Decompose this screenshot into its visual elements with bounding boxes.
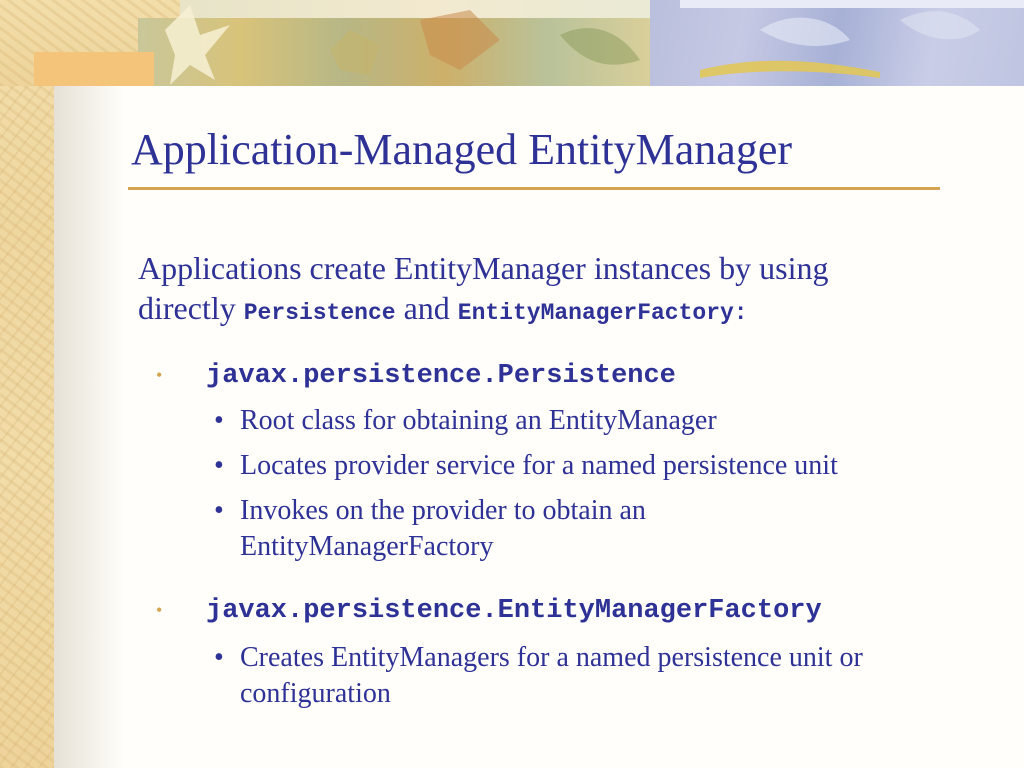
sub-bullet bbox=[214, 403, 717, 439]
left-decorative-strip bbox=[0, 0, 54, 768]
sub-bullet-marker: • bbox=[214, 495, 224, 526]
sub-bullet bbox=[214, 640, 974, 712]
header-banner bbox=[0, 0, 1024, 86]
intro-paragraph bbox=[138, 248, 1008, 333]
sub-bullet-marker: • bbox=[214, 450, 224, 481]
sub-bullet-text: Creates EntityManagers for a named persistence unit or configuration bbox=[240, 642, 863, 709]
bullet-code: javax.persistence.EntityManagerFactory bbox=[206, 596, 822, 626]
intro-line-2-prefix: directly bbox=[138, 290, 244, 326]
bullet-marker: • bbox=[156, 600, 163, 621]
bullet-persistence bbox=[156, 358, 676, 391]
slide-title: Application-Managed EntityManager bbox=[131, 125, 793, 174]
intro-and: and bbox=[395, 290, 458, 326]
sub-bullet-marker: • bbox=[214, 405, 224, 436]
bullet-marker: • bbox=[156, 365, 163, 386]
bullet-entitymanagerfactory bbox=[156, 593, 822, 626]
sub-bullet bbox=[214, 448, 838, 484]
left-shadow bbox=[54, 86, 124, 768]
intro-line-1: Applications create EntityManager instances by using bbox=[138, 250, 829, 286]
intro-code-emf: EntityManagerFactory: bbox=[457, 300, 748, 326]
banner-leaf-shapes bbox=[0, 0, 1024, 86]
sub-bullet-marker: • bbox=[214, 642, 224, 673]
sub-bullet-text: Locates provider service for a named persistence unit bbox=[240, 450, 838, 481]
sub-bullet bbox=[214, 493, 774, 565]
bullet-code: javax.persistence.Persistence bbox=[206, 361, 676, 391]
intro-code-persistence: Persistence bbox=[243, 300, 396, 326]
sub-bullet-text: Invokes on the provider to obtain an EntityManagerFactory bbox=[240, 495, 646, 562]
sub-bullet-text: Root class for obtaining an EntityManager bbox=[240, 405, 717, 436]
title-underline bbox=[128, 187, 940, 190]
